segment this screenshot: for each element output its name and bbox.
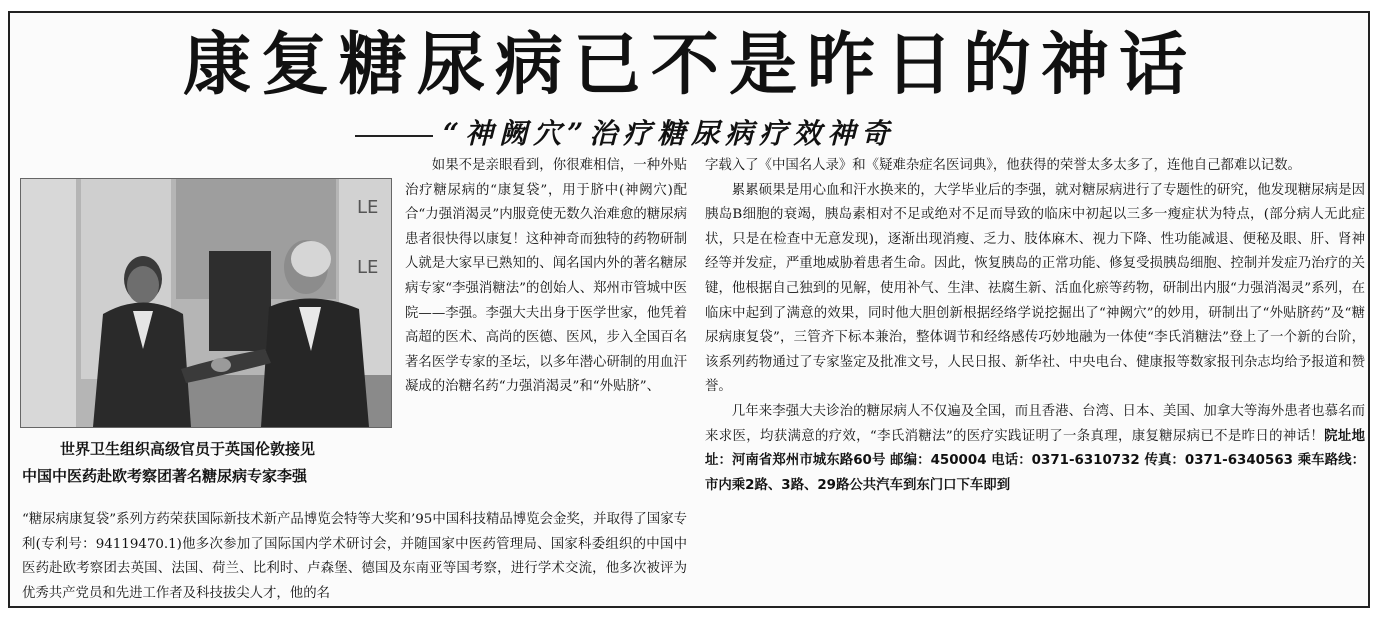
article-paragraph-3: 累累硕果是用心血和汗水换来的，大学毕业后的李强，就对糖尿病进行了专题性的研究，他发现糖尿病是因胰岛B细胞的衰竭，胰岛素相对不足或绝对不足而导致的临床中初起以三多一瘦症状为特点，(部分病人无此症状，只是在检查中无意发现)，逐渐出现消瘦、乏力、肢体麻木、视力下降、性功能减退、便秘及眼、肝、肾神经等并发症，严重地威胁着患者生命。因此，恢复胰岛的正常功能、修复受损胰岛细胞、控制并发症乃治疗的关键，他根据自己独到的见解，使用补气、生津、祛腐生新、活血化瘀等药物，研制出内服“力强消渴灵”系列，在临床中起到了满意的效果，同时他大胆创新根据经络学说挖掘出了“神阙穴”的妙用，研制出了“外贴脐药”及“糖尿病康复袋”，三管齐下标本兼治，整体调节和经络感传巧妙地融为一体使“李氏消糖法”登上了一个新的台阶，该系列药物通过了专家鉴定及批准文号，人民日报、新华社、中央电台、健康报等数家报刊杂志均给予报道和赞誉。 [705, 182, 1365, 395]
article-paragraph-4 [705, 400, 1365, 498]
photo-caption-line-2: 中国中医药赴欧考察团著名糖尿病专家李强 [22, 467, 308, 485]
article-paragraph-1: 如果不是亲眼看到，你很难相信，一种外贴治疗糖尿病的“康复袋”，用于脐中(神阙穴)配合“力强消渴灵”内服竟使无数久治难愈的糖尿病患者很快得以康复！这种神奇而独特的药物研制人就是大家早已熟知的、闻名国内外的著名糖尿病专家“李强消糖法”的创始人、郑州市管城中医院——李强。李强大夫出身于医学世家，他凭着高超的医术、高尚的医德、医风，步入全国百名著名医学专家的圣坛，以多年潜心研制的用血汗凝成的治糖名药“力强消渴灵”和“外贴脐”、 [405, 158, 687, 395]
subhead-text: “神阙穴”治疗糖尿病疗效神奇 [443, 117, 896, 150]
photo-sign-text: LE [357, 197, 379, 218]
article-paragraph-2: 字载入了《中国名人录》和《疑难杂症名医词典》，他获得的荣誉太多太多了，连他自己都难以记数。 [705, 158, 1301, 173]
photo-illustration [21, 179, 391, 427]
article-bottom-left: “糖尿病康复袋”系列方药荣获国际新技术新产品博览会特等大奖和’95中国科技精品博览会金奖，并取得了国家专利(专利号：94119470.1)他多次参加了国际国内学术研讨会，并随国家中医药管理局、国家科委组织的中国中医药赴欧考察团去英国、法国、荷兰、比利时、卢森堡、德国及东南亚等国考察，进行学术交流，他多次被评为优秀共产党员和先进工作者及科技拔尖人才，他的名 [22, 512, 687, 601]
subhead-dash-rule [355, 135, 433, 137]
article-paragraph-4-text: 几年来李强大夫诊治的糖尿病人不仅遍及全国，而且香港、台湾、日本、美国、加拿大等海外患者也慕名而来求医，均获满意的疗效，“李氏消糖法”的医疗实践证明了一条真理，康复糖尿病已不是昨日的神话！ [705, 403, 1365, 444]
subheadline [355, 114, 895, 154]
photo-caption [22, 436, 402, 490]
article-right-column [705, 154, 1365, 498]
contact-info: 院址地址：河南省郑州市城东路60号 邮编：450004 电话：0371-6310732 传真：0371-6340563 乘车路线：市内乘2路、3路、29路公共汽车到东门口下车即到 [705, 428, 1365, 493]
article-middle-column [405, 154, 687, 400]
headline: 康复糖尿病已不是昨日的神话 [182, 26, 1197, 105]
photo-sign-text-2: LE [357, 257, 379, 278]
photo-caption-line-1: 世界卫生组织高级官员于英国伦敦接见 [60, 440, 316, 458]
news-photo [20, 178, 392, 428]
